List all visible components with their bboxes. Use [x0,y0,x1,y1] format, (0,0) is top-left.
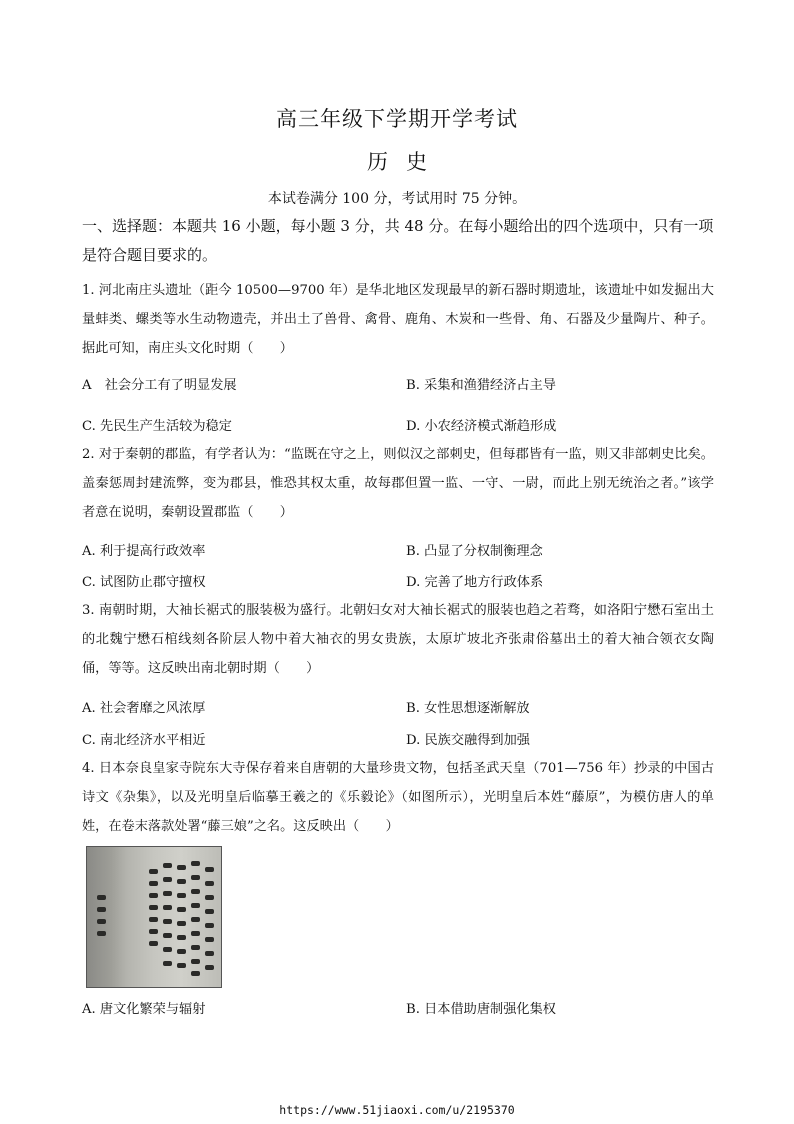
q1-option-b: B. 采集和渔猎经济占主导 [406,378,556,393]
footer-url: https://www.51jiaoxi.com/u/2195370 [279,1103,515,1117]
question-4-stem: 4. 日本奈良皇家寺院东大寺保存着来自唐朝的大量珍贵文物，包括圣武天皇（701—756 年）抄录的中国古诗文《杂集》，以及光明皇后临摹王羲之的《乐毅论》（如图所示），光明皇后本姓“藤原”，为模仿唐人的单姓，在卷末落款处署“藤三娘”之名。这反映出（ ） [82,761,714,834]
calligraphy-column [149,855,158,977]
exam-note: 本试卷满分 100 分，考试用时 75 分钟。 [267,191,527,207]
q1-option-d: D. 小农经济模式渐趋形成 [406,419,557,434]
q4-option-b: B. 日本借助唐制强化集权 [406,1002,556,1017]
q2-option-c: C. 试图防止郡守擅权 [82,575,206,590]
q1-option-a: A 社会分工有了明显发展 [82,378,237,393]
calligraphy-column [205,855,214,977]
calligraphy-column [163,855,172,977]
question-2-stem: 2. 对于秦朝的郡监，有学者认为：“监既在守之上，则似汉之部刺史，但每郡皆有一监，则又非部刺史比矣。盖秦惩周封建流弊，变为郡县，惟恐其权太重，故每郡但置一监、一守、一尉，而此上别无统治之者。”该学者意在说明，秦朝设置郡监（ ） [82,447,714,520]
calligraphy-column [177,855,186,977]
q3-option-c: C. 南北经济水平相近 [82,733,206,748]
question-3-stem: 3. 南朝时期，大袖长裾式的服装极为盛行。北朝妇女对大袖长裾式的服装也趋之若骛，如洛阳宁懋石室出土的北魏宁懋石棺线刻各阶层人物中着大袖衣的男女贵族，太原圹坡北齐张肃俗墓出土的着大袖合领衣女陶俑，等等。这反映出南北朝时期（ ） [82,603,714,676]
subject-title: 历史 [367,150,445,174]
q3-option-a: A. 社会奢靡之风浓厚 [82,701,206,716]
calligraphy-column [191,855,200,977]
section-heading: 一、选择题：本题共 16 小题，每小题 3 分，共 48 分。在每小题给出的四个选项中，只有一项是符合题目要求的。 [82,217,714,264]
q2-option-b: B. 凸显了分权制衡理念 [406,544,543,559]
q3-option-b: B. 女性思想逐渐解放 [406,701,530,716]
calligraphy-column [97,855,106,977]
exam-title: 高三年级下学期开学考试 [276,107,518,131]
calligraphy-figure-image [86,846,222,988]
question-1-stem: 1. 河北南庄头遗址（距今 10500—9700 年）是华北地区发现最早的新石器时期遗址，该遗址中如发掘出大量蚌类、螺类等水生动物遗壳，并出土了兽骨、禽骨、鹿角、木炭和一些骨、角、石器及少量陶片、种子。据此可知，南庄头文化时期（ ） [82,283,714,356]
q4-option-a: A. 唐文化繁荣与辐射 [82,1002,206,1017]
q1-option-c: C. 先民生产生活较为稳定 [82,419,232,434]
q2-option-d: D. 完善了地方行政体系 [406,575,544,590]
q3-option-d: D. 民族交融得到加强 [406,733,530,748]
q2-option-a: A. 利于提高行政效率 [82,544,206,559]
